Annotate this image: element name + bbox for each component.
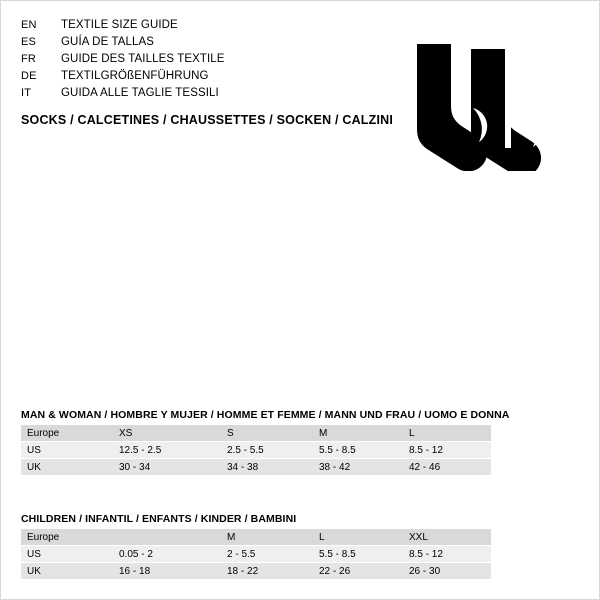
column-header: XXL <box>403 529 491 546</box>
table-cell: 0.05 - 2 <box>113 546 221 563</box>
table-cell: 5.5 - 8.5 <box>313 546 403 563</box>
table-header-row <box>21 425 491 442</box>
table-cell: 22 - 26 <box>313 563 403 580</box>
table-cell: 16 - 18 <box>113 563 221 580</box>
table-cell: 38 - 42 <box>313 459 403 476</box>
column-header: L <box>313 529 403 546</box>
language-row <box>21 85 391 102</box>
men-women-size-section <box>21 409 581 476</box>
table-cell: 12.5 - 2.5 <box>113 442 221 459</box>
language-code: FR <box>21 53 37 65</box>
language-row <box>21 34 391 51</box>
language-code: ES <box>21 36 37 48</box>
language-row <box>21 51 391 68</box>
language-list <box>21 17 391 102</box>
language-row <box>21 17 391 34</box>
column-header: M <box>313 425 403 442</box>
column-header: Europe <box>21 529 113 546</box>
table-row <box>21 459 491 476</box>
language-text: GUIDE DES TAILLES TEXTILE <box>61 53 225 65</box>
table-cell: 26 - 30 <box>403 563 491 580</box>
column-header <box>113 529 221 546</box>
table-cell: 2.5 - 5.5 <box>221 442 313 459</box>
column-header: L <box>403 425 491 442</box>
language-code: IT <box>21 87 32 99</box>
men-women-size-table <box>21 425 491 476</box>
table-cell: 8.5 - 12 <box>403 546 491 563</box>
table-header-row <box>21 529 491 546</box>
table-row <box>21 563 491 580</box>
language-text: GUÍA DE TALLAS <box>61 36 155 48</box>
column-header: M <box>221 529 313 546</box>
socks-illustration <box>409 21 569 171</box>
page-title: SOCKS / CALCETINES / CHAUSSETTES / SOCKEN / CALZINI <box>21 113 394 127</box>
table-cell: 8.5 - 12 <box>403 442 491 459</box>
table-cell: 5.5 - 8.5 <box>313 442 403 459</box>
children-size-section <box>21 513 581 580</box>
column-header: Europe <box>21 425 113 442</box>
row-label: UK <box>21 563 113 580</box>
language-code: EN <box>21 19 37 31</box>
language-text: TEXTILE SIZE GUIDE <box>61 19 178 31</box>
language-code: DE <box>21 70 37 82</box>
row-label: US <box>21 546 113 563</box>
table-cell: 30 - 34 <box>113 459 221 476</box>
table-caption: MAN & WOMAN / HOMBRE Y MUJER / HOMME ET FEMME / MANN UND FRAU / UOMO E DONNA <box>21 409 510 421</box>
column-header: XS <box>113 425 221 442</box>
column-header: S <box>221 425 313 442</box>
table-caption: CHILDREN / INFANTIL / ENFANTS / KINDER / BAMBINI <box>21 513 297 525</box>
table-cell: 18 - 22 <box>221 563 313 580</box>
row-label: UK <box>21 459 113 476</box>
language-row <box>21 68 391 85</box>
table-row <box>21 442 491 459</box>
children-size-table <box>21 529 491 580</box>
language-text: TEXTILGRÖßENFÜHRUNG <box>61 70 209 82</box>
table-cell: 42 - 46 <box>403 459 491 476</box>
table-cell: 34 - 38 <box>221 459 313 476</box>
table-cell: 2 - 5.5 <box>221 546 313 563</box>
row-label: US <box>21 442 113 459</box>
language-text: GUIDA ALLE TAGLIE TESSILI <box>61 87 219 99</box>
table-row <box>21 546 491 563</box>
